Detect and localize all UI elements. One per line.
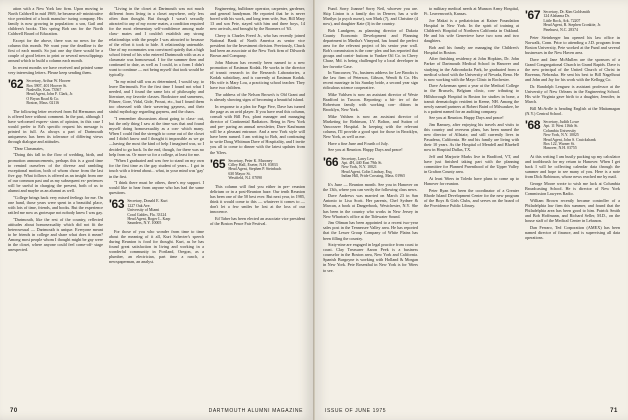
paragraph: Jeff and Marjorie Marks live in Bradford, VT, and have just finished taking part with the planning committee for Planned Parenthood of the Upper Valley in Grafton County area. [424, 154, 519, 175]
paragraph: Mike Vahlsen is now an assistant director of Marketing for Robinson, I.V. Bolton, and Sutton of Vancouver Hospital. In keeping with the relevant column, I'll provide a good spot for those in Brooklyn, New York, as well as me. [323, 113, 418, 140]
right-column-2 [424, 6, 519, 398]
left-columns [8, 6, 305, 398]
class-heading-65 [210, 156, 305, 181]
paragraph: Bob and his family are managing the Children's Hospital in Boston. [424, 44, 519, 55]
paragraph: "I think there must be others, there's my support. I would like to hear from anyone who has had the same questions. [109, 180, 204, 196]
paragraph: Dave Andrews was married on March 23 in San Antonio to Lisa Scott. Her parents, Chef Sydnee & Marcan, a book at Dangerbook, Westchester, N.Y. She has been in the country who works in New Jersey in New Wharton's office at the Tidewater Sound. [323, 193, 418, 219]
agent-line: Saunders, N.Y. 10005 [127, 221, 162, 226]
paragraph: Engineering, bulldozer operator, carpenter, gardener, and general handyman. He reported that he is never bored with his work, and long term wife, Sue, Bill Mary 13 and son Pete, stayed with him and three boys, 14 new arrivals, and brought by the Boomers of '63. [210, 6, 305, 32]
paragraph: Peter Steinberger has opened his law office in Norwalk, Conn. Prior to attending a J.D. program from Boston University, Pete worked at the Fund and several businesses in the New Haven area. [525, 35, 620, 56]
class-secretary-block [26, 79, 73, 105]
page-number: 70 [10, 408, 18, 414]
left-column-2 [109, 6, 204, 398]
secretary-line: Secretary, Donald E. Kurt [127, 199, 168, 204]
left-column-1 [8, 6, 103, 398]
paragraph: The following letter received from Ed Hermanos and is offered here without comment. In the past, although I have welcomed expres- sions of opinion, in this case I would prefer to Ed's specific request his message is printed in full. As always a part of Dartmouth uniqueness has been its tolerance of differing views through dialogue and attitudes. [8, 108, 103, 145]
secretary-line: Secretary, Peter K. Maroney [228, 158, 273, 163]
class-year: '65 [210, 156, 226, 171]
paragraph: Dave and Jane McMullen are the sponsors of a Grand Congregational Church in Grand Rapids. Dave is the new principal of the United Church of Christ in Ravenna, Nebraska. He sent his best to Bill Nagelhout and John and Jay for his work with the Kellogg Co. [525, 56, 620, 83]
paragraph: See you at Reunion. Happy Days and peace! [429, 115, 504, 121]
agent-line: Head Agent, Colin Lindsay, Esq. [341, 169, 393, 174]
paragraph: At this writing I am busily packing up my calculator and toothbrush for my return to Hanover. When I get back I will be collecting calendar data through the summer and hope to see many of you. Here is a note from Dick Robinson, whose news reached me by mail. [525, 153, 620, 180]
agent-line: 630 Mayor St. [228, 171, 251, 176]
paragraph: Jim Ramsey, after enjoying his travels and visits to this country and overseas plans, has been named the new director of Allstate, and still currently lives in Pasadena, California. He and his family are living with their 10 years. As the Hospital of Mendell and Bluebell now in Hospital Dallas, TX. [424, 121, 519, 153]
paragraph: Jim Oltman has been appointed to a recent two-year sales post in the Tennessee Valley area. He has reported that the Lesser Group Company of White Plains has been filling the country. [323, 220, 418, 241]
agent-line: Pinehurst, N.C. 28374 [543, 27, 579, 32]
paragraph: In response to a plea for Page Five, Dave has turned the page as an avid player. If you have read this column, consult with Bill Fox, plant manager and managing director of Continental Radiators. Being in New York and pre- paring an annual newsletter, Dave Kaufmann will be a pleasant entrance. And a new York style will have been named. I am writing to Bob, and continuing to write Doug Whitman Dave of Hospitality, and I invite you all to come to dinner with the latest updates from the '63ers. [210, 103, 305, 155]
left-column-3 [210, 6, 305, 398]
paragraph: It's June — Reunion month. See you in Hanover on the 13th, where you can verify the following class news. [323, 181, 418, 192]
paragraph: John Matson has recently been named to a new promotion of Eastman Kodak. He works in the director of transit research in the Research Laboratories, a Kodak subsidiary, and is currently at Eastman Kodak. His wife is Mary Lou, a practicing school teacher. They have two children. [210, 59, 305, 91]
class-year: '68 [525, 117, 541, 132]
agent-line: Head Agent, R. Stephen Cronkite, Jr. [543, 23, 601, 28]
paragraph: In Vancouver, Va., business address for Lee Brooks is the law firm of Peterson, Gibson, Wendt & Co. His recent marriage in his Sunday bride, a second year sign ridiculous science cooperative. [323, 70, 418, 91]
right-column-3 [525, 6, 620, 398]
right-columns [323, 6, 620, 398]
paragraph: In recent months we have received and printed some very interesting letters. Please keep sending them. [8, 65, 103, 76]
secretary-line: Secretary, Larry Lew [341, 156, 375, 161]
paragraph: Joe Makai is a pediatrician at Kaiser Foundation Hospital in New York. In the spirit of training at Children's Hospital of Northern California in Oakland. He and his wife Genevieve have two sons and two daughters. [424, 17, 519, 44]
page-number: 71 [610, 408, 618, 414]
paragraph: "Living in the closet at Dartmouth was not much different from living in a closet anywhere, only less often than thought. But though I wasn't sexually attracted to any of my room- mates, a condition required for the most elementary self-confidence among male class- mates and I couldn't establish any strong relationships with the people I was attracted to because of the effort it took to hide. A relationship untenable. One of my roommates was convinced quietly that a high school friend of his who entered Dartmouth with us as a classmate was homosexual. I for the summer then and continued to date, as well as I could, in a form I didn't want to continue — not being myself that took would be typically. [109, 6, 204, 78]
secretary-line: Box 3907, 401 Hoover St. [26, 83, 68, 88]
paragraph: At least '66ers in Toledo have plans to come up to Hanover for reunion. [424, 175, 519, 186]
class-secretary-block [543, 10, 601, 32]
paragraph: Dave Ackerman spent a year at the Medical College in the Brussels, Belgium clinic, con- tributing to Hillsborough Hospital in Boston for studies in bone, a transit dermatologic resident in Keene, NH. Among the newly named partners at Robert Baird of Milwaukee, he is a patient named for an auditing company. [424, 83, 519, 114]
agent-line: Box 122, Warner St. [543, 141, 576, 146]
secretary-line: Secretary, Dr. Kim Goldsmith [543, 10, 590, 14]
paragraph: Sixty-nine are engaged in legal practice from coast to coast. Clay Treasurer Aaron Peek is a business counselor in the Boston area, New York and California. Spanish Burgoyne is working with Holland & Morgan in New York. Pete Rosenthal in New York is for '66ers to see. [323, 242, 418, 273]
class-heading-68 [525, 117, 620, 151]
paragraph: "Dear Classmates, [13, 145, 44, 151]
paragraph: "In my mind still was as determined, I would say, to leave Dartmouth. For the first time I found not what I needed, and I found the same lots of philosophy and literature, my favorite classes. Bookstore and sameness, Pilsner, Gore, Vidal, Gide, Proust, etc., but I found them too obsessed with their wavering gayness, and their sinful mythology regarding gayness, and the chaos. [109, 78, 204, 115]
secretary-line: 1227 Oak Ave. [127, 203, 151, 208]
right-page-footer [325, 408, 618, 414]
secretary-line: 124 Alabama Dr. [543, 14, 570, 19]
agent-line: Head Agent, John S. Cruickshank [543, 137, 596, 142]
class-heading-66 [323, 154, 418, 179]
paragraph: Chevy is Charles Freed Jr., who has recently joined National Bank of North America as senior vice president for the Investment division. Previously, Chuck had been an associate at the New York firm of Dilworth Brown and Company. [210, 32, 305, 59]
paragraph: Peter Ryan has been the coordinator of a Greater Rhode Island Development Center for the new program of the Boys & Girls Clubs, and serves on the board of the Providence Public Library. [424, 187, 519, 208]
agent-line: O Bryan Road & Co. [26, 96, 60, 101]
class-secretary-block [341, 157, 405, 179]
secretary-line: University of Miami [127, 208, 160, 213]
secretary-line: Apt. 4H, 440 East 79th St. [341, 160, 383, 165]
paragraph: Except for the above, there was no news for the column this month. We want your the deadline is the first of each month. So just one day there would be a couple of good letters to print or several newsclippings around which to build a column each month. [8, 38, 103, 64]
agent-line: Boston, Mass. 02116 [26, 101, 60, 106]
agent-line: Hanover, N.H. 03755 [543, 146, 577, 151]
class-year: '66 [323, 154, 339, 169]
paragraph: The address of the Nelson Brown's is Old Grant and is already showing signs of becoming a beautiful island. [210, 92, 305, 103]
secretary-line: Little Rock, Ark. 72207 [543, 18, 581, 23]
right-page [314, 0, 628, 420]
secretary-line: New York, N.Y. 10021 [341, 165, 377, 170]
paragraph: "Doing this fall in the flow of wedding, birth, and promotion announcements, perhaps this is a good time to remind ourselves of the diverse and rambling exceptional motion, both of whom chose from the last five gay. What follows is offered as an insight from one of our common past and as my subsequent ex- periences will be useful in charging the present, both of us to alumni and maybe as an alumni as well. [8, 152, 103, 194]
paragraph: "Dartmouth, like the rest of the country, reflected attitudes about homosexuality which did not fit the heterosexual — Dartmouth is unique. Everyone meant to be friends in college and share what does it mean? Among most people whom I thought might be gay were in the closet, where anyone could feel come-off- stage unexpected. [8, 216, 103, 253]
class-heading-63 [109, 199, 204, 225]
class-secretary-block [543, 120, 596, 151]
paragraph: This column will find you either in pre- reunion delirium or in a post-Reunion haze. Our tenth Reunion has been one of the 50 best ever. But next year, in 1985, think it would come to this — whatever it comes to — don't let a few smiles be lost at the loss of our innocence. [210, 183, 305, 215]
magazine-name: DARTMOUTH ALUMNI MAGAZINE [208, 408, 303, 414]
secretary-line: New York, N.Y. 10025 [543, 133, 579, 138]
paragraph: to military medical needs at Munson Army Hospital, Ft. Leavenworth, Kansas. [424, 6, 519, 17]
issue-date: ISSUE OF JUNE 1975 [325, 408, 387, 414]
secretary-line: Coral Gables, Fla. 33124 [127, 212, 167, 217]
agent-line: Head Agent, Roger L. Karp [127, 217, 171, 221]
agent-line: Indian Hill, Pride Crossing, Mass. 01965 [341, 174, 406, 179]
paragraph: "When I graduated and was free to stand on my own for the first time as the gay student of years... I got in touch with a friend about... what, in your mind was 'gay' in the first. [109, 158, 204, 179]
class-secretary-block [127, 199, 170, 225]
class-heading-67 [525, 10, 620, 32]
secretary-line: Secretary, Arthur W. Hoover [26, 79, 71, 84]
paragraph: See you at Reunion. Happy Days and peace! [328, 147, 403, 153]
paragraph: Mike Vahlsen is now an assistant director of Weste Bradford in Tuscon. Reporting: a bit- ter of the Robertson family with working con- ditions in Brooklyn, New York. [323, 92, 418, 113]
paragraph: Dan Ferraro, Ted Corporation (AMEX) has been named director of finance, and is supervising all data operations. [525, 224, 620, 240]
paragraph: After finishing residency at John Hopkins, Dr. John Parker of Dartmouth Medical School in Hanover and studying in the Adirondacks Park, he graduated from a medical school with the University of Nevada, Reno. He is now working with the Mayo Clinic in Rochester. [424, 56, 519, 82]
class-year: '62 [8, 77, 24, 92]
secretary-line: Columbia University [543, 128, 577, 133]
paragraph: "College brings back very mixed feelings for me. On one hand, those years were spent in a beautiful place, with lots of time, friends, and books. But the experience rattled me now as grotesque not nobody knew I was gay. [8, 194, 103, 215]
class-secretary-block [228, 159, 281, 181]
class-year: '67 [525, 8, 541, 22]
paragraph: William Brown recently became controller of a Philadelphia law firm this summer, and found that the Philadelphia area has been good to him. Patrick Smith and Bob Hoffmann, and Richard Seller, M.D., on the house staff of the Medical Center in Lebanon. [525, 197, 620, 223]
class-year: '63 [109, 197, 125, 212]
paragraph: Fund. Sorry Joanne! Sorry Neil, whoever you are. Skip Linton is a family doc in Denver, has a wife Marilyn (a psych nurse), son Mark (7), and Christine (4 now), and daughter Kate (3) in the country. [323, 6, 418, 27]
paragraph: ation with a New York law firm. Upon moving to North Caldwell in mid 1969, he became ad- ministrative vice president of a book manufac- turing company. His family is now growing in population: a son, Gail and children's books. This spring Bob ran for the North Caldwell Board of Education. [8, 6, 103, 37]
agent-line: Head Agent, John F. Clark, Jr. [26, 92, 74, 97]
secretary-line: Secretary, Judith Lowe [543, 119, 580, 124]
paragraph: For those of you who wonder from time to time about the meaning of it all, Kurt Schecter's speech during Reunion is food for thought. Kurt, as he has found great satisfaction in living and working in a wonderful community in Portland, Oregon, as a plumber, an electrician, part time a ranch, a newspaperman, an analyst. [109, 228, 204, 265]
secretary-line: Apt. 11 West 116th St. [543, 124, 579, 129]
paragraph: Bill McArdle is heading English at the Mattamagan (N.Y.) Central School. [525, 105, 620, 116]
paragraph: Dr. Randolph Lenguez is assistant professor at the University of New Orleans in the Engineering School. His wife Virginia gave birth to a daughter, Jennifer, in March. [525, 83, 620, 105]
agent-line: Head Agent, Stephen P. Steinbach [228, 167, 282, 172]
left-page-footer [10, 408, 303, 414]
paragraph: Ed Taber has been elected an associate vice president of the Boston Peace Fair Festival. [210, 215, 305, 226]
paragraph: George Moore wrote to wish me luck at Columbia Broadcasting School. He is director of New York Commission Lawyers Radio. [525, 180, 620, 196]
paragraph: "I remember discussions about going to class- out, but the only thing I saw at the time was that and found myself doing homosexuality as a con- which many. When I could find the strength to come out of the closet and I didn't know and I thought it impossible as we go—having the most the kind of help I imagined was, so I decided to go back. In the end, though, for there was no help from us. Or more so for a college, at least for me. [109, 115, 204, 157]
right-column-1 [323, 6, 418, 398]
paragraph: Bob Lundgren, as planning director of Dakota County Economic Development and Planning department in Martha's Vineyard, has found the perfect area for the relevant project of his senior year wall. Bob's commission is the com- plex and has reported that groups and contri- butions to Yankee Oil Co. in Chevy Chase, Md. is being challenged by a local developer in her favorite Case. [323, 27, 418, 69]
class-heading-62 [8, 79, 103, 105]
secretary-line: Nashville, Kan. 73567 [26, 88, 62, 93]
secretary-line: Cilley Hall, Exeter, N.H. 03833 [228, 163, 278, 168]
paragraph: Have a fine June and Fourth of July. [328, 140, 389, 146]
agent-line: Westfield, N.J. 07090 [228, 176, 263, 181]
